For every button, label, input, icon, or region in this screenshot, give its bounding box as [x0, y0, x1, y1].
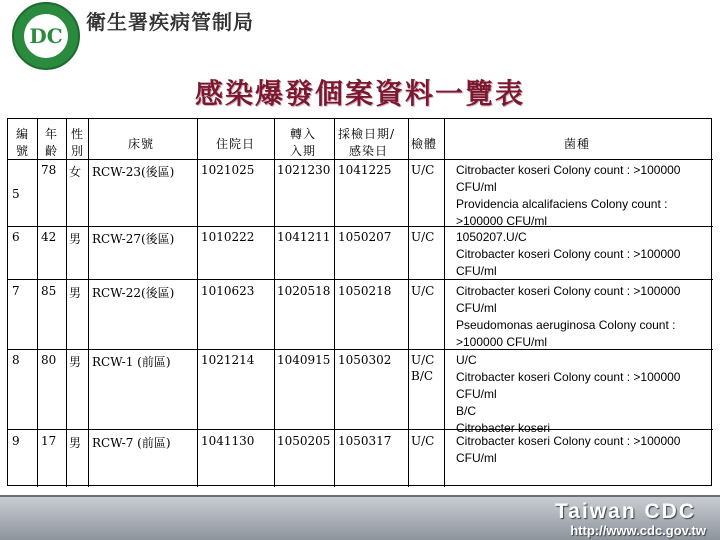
header-no-2: 號 [16, 144, 30, 158]
header-transfer-1: 轉入 [290, 127, 317, 141]
row-7-organism [456, 283, 714, 351]
row-5-organism [456, 162, 714, 230]
row-5-sex: 女 [69, 165, 82, 179]
row-6-sex: 男 [69, 232, 82, 246]
row-8-organism-line: B/C [456, 404, 477, 418]
row-7-no: 7 [12, 284, 20, 298]
row-9-age: 17 [41, 434, 57, 448]
row-5-age: 78 [41, 163, 57, 177]
row-6-organism-line: Citrobacter koseri Colony count : >100000 CFU/ml [456, 247, 681, 278]
row-7-sex: 男 [69, 286, 82, 300]
row-9-sample: 1050317 [338, 434, 392, 448]
row-7-organism-line: Pseudomonas aeruginosa Colony count : >100000 CFU/ml [456, 318, 676, 349]
row-8-bed: RCW-1 (前區) [92, 355, 171, 369]
row-7-organism-line: Citrobacter koseri Colony count : >100000 CFU/ml [456, 284, 681, 315]
row-7-admit: 1010623 [201, 284, 255, 298]
row-6-organism [456, 229, 714, 280]
row-6-admit: 1010222 [201, 230, 255, 244]
org-name: 衛生署疾病管制局 [86, 10, 254, 34]
row-8-specimen: U/C [411, 353, 435, 367]
row-6-age: 42 [41, 230, 57, 244]
row-6-no: 6 [12, 230, 20, 244]
header-sample-date-2: 感染日 [349, 144, 389, 158]
row-7-specimen: U/C [411, 284, 435, 298]
header-no-1: 編 [16, 127, 30, 141]
header-admit-date: 住院日 [216, 137, 256, 151]
header-organism: 菌種 [564, 137, 591, 151]
page-title: 感染爆發個案資料一覽表 [194, 77, 525, 110]
row-8-specimen-2: B/C [411, 369, 434, 383]
row-7-bed: RCW-22(後區) [92, 286, 175, 300]
row-9-no: 9 [12, 434, 20, 448]
header-sample-date-1: 採檢日期/ [338, 127, 396, 141]
row-9-sex: 男 [69, 436, 82, 450]
row-9-organism-line: Citrobacter koseri Colony count : >100000 CFU/ml [456, 434, 681, 465]
header-age-1: 年 [45, 127, 59, 141]
row-8-no: 8 [12, 353, 20, 367]
case-table [7, 118, 712, 486]
row-7-transfer: 1020518 [277, 284, 331, 298]
row-6-sample: 1050207 [338, 230, 392, 244]
row-8-sample: 1050302 [338, 353, 392, 367]
row-5-bed: RCW-23(後區) [92, 165, 175, 179]
header-bed: 床號 [128, 137, 155, 151]
row-9-organism [456, 433, 714, 467]
row-7-sample: 1050218 [338, 284, 392, 298]
row-5-organism-line: Citrobacter koseri Colony count : >100000 CFU/ml [456, 163, 681, 194]
row-5-organism-line: Providencia alcalifaciens Colony count : >100000 CFU/ml [456, 197, 668, 228]
row-8-organism-line: Citrobacter koseri [456, 421, 551, 435]
row-8-admit: 1021214 [201, 353, 255, 367]
cdc-logo [12, 2, 80, 70]
row-8-organism-line: Citrobacter koseri Colony count : >100000 CFU/ml [456, 370, 681, 401]
footer-brand: Taiwan CDC [555, 500, 696, 523]
footer-url[interactable]: http://www.cdc.gov.tw [570, 523, 706, 538]
row-5-no: 5 [12, 187, 20, 201]
row-5-sample: 1041225 [338, 163, 392, 177]
row-6-bed: RCW-27(後區) [92, 232, 175, 246]
header-sex-2: 別 [71, 144, 85, 158]
row-6-specimen: U/C [411, 230, 435, 244]
logo-emblem [24, 14, 68, 58]
row-7-age: 85 [41, 284, 57, 298]
row-8-age: 80 [41, 353, 57, 367]
row-6-organism-line: 1050207.U/C [456, 230, 527, 244]
row-5-specimen: U/C [411, 163, 435, 177]
row-8-organism [456, 352, 714, 437]
row-6-transfer: 1041211 [277, 230, 331, 244]
row-8-transfer: 1040915 [277, 353, 331, 367]
row-5-admit: 1021025 [201, 163, 255, 177]
logo-dc-text: DC [29, 24, 63, 48]
header-age-2: 齡 [45, 144, 59, 158]
row-8-organism-line: U/C [456, 353, 477, 367]
row-9-transfer: 1050205 [277, 434, 331, 448]
row-8-sex: 男 [69, 355, 82, 369]
header-transfer-2: 入期 [290, 144, 317, 158]
row-9-admit: 1041130 [201, 434, 255, 448]
row-9-specimen: U/C [411, 434, 435, 448]
row-5-transfer: 1021230 [277, 163, 331, 177]
row-9-bed: RCW-7 (前區) [92, 436, 171, 450]
header-specimen: 檢體 [411, 137, 438, 151]
header-sex-1: 性 [71, 127, 85, 141]
